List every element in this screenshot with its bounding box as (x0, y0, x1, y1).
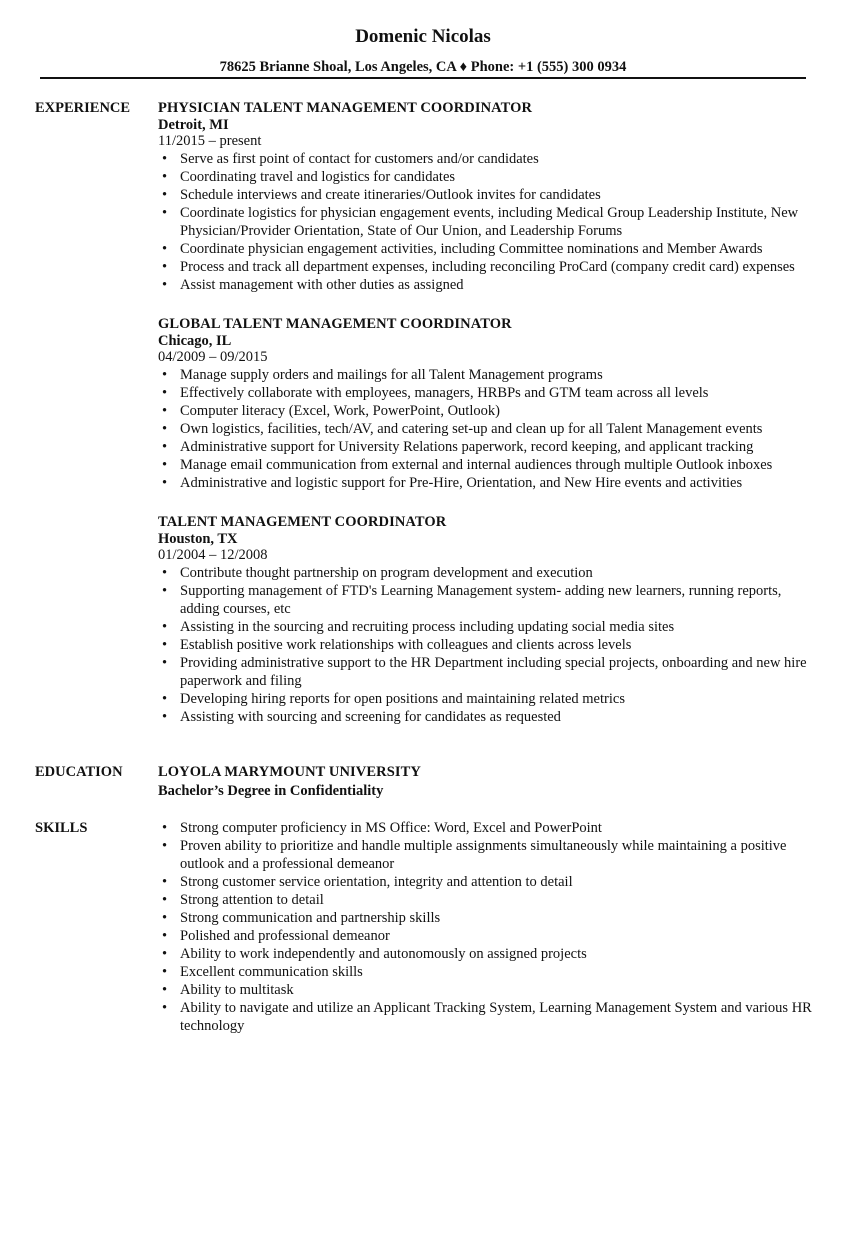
bullet-item (158, 819, 818, 837)
bullet-text: Effectively collaborate with employees, managers, HRBPs and GTM team across all levels (180, 385, 709, 401)
bullet-text: Polished and professional demeanor (180, 928, 390, 944)
bullet-item (158, 258, 818, 276)
section-title: EDUCATION (35, 764, 123, 780)
bullet-item (158, 837, 818, 873)
bullet-text: Manage email communication from external and internal audiences through multiple Outlook inboxes (180, 457, 773, 473)
bullet-dot: • (162, 169, 168, 185)
bullet-item (158, 654, 818, 690)
bullet-item (158, 999, 818, 1035)
bullet-item (158, 366, 818, 384)
bullet-text: Coordinating travel and logistics for candidates (180, 169, 456, 185)
job-location: Detroit, MI (158, 117, 229, 133)
bullet-item (158, 456, 818, 474)
bullet-text: Strong computer proficiency in MS Office: Word, Excel and PowerPoint (180, 820, 602, 836)
skills-list-wrap (158, 819, 818, 1035)
bullet-dot: • (162, 892, 168, 908)
job-location: Houston, TX (158, 531, 238, 547)
bullet-item (158, 474, 818, 492)
bullet-dot: • (162, 619, 168, 635)
bullet-dot: • (162, 259, 168, 275)
degree: Bachelor’s Degree in Confidentiality (158, 783, 384, 799)
bullet-text: Excellent communication skills (180, 964, 363, 980)
bullet-dot: • (162, 946, 168, 962)
bullet-text: Supporting management of FTD's Learning Management system- adding new learners, running reports, adding courses, etc (180, 583, 782, 617)
bullet-text: Assisting in the sourcing and recruiting process including updating social media sites (180, 619, 675, 635)
bullet-item (158, 168, 818, 186)
bullet-item (158, 981, 818, 999)
bullet-item (158, 927, 818, 945)
bullet-dot: • (162, 583, 168, 599)
bullet-dot: • (162, 439, 168, 455)
bullet-item (158, 945, 818, 963)
bullet-dot: • (162, 1000, 168, 1016)
bullet-text: Administrative and logistic support for Pre-Hire, Orientation, and New Hire events and activities (180, 475, 743, 491)
bullet-item (158, 420, 818, 438)
bullet-text: Own logistics, facilities, tech/AV, and catering set-up and clean up for all Talent Management events (180, 421, 763, 437)
bullet-text: Ability to work independently and autonomously on assigned projects (180, 946, 587, 962)
job-dates: 11/2015 – present (158, 133, 262, 149)
bullet-text: Establish positive work relationships with colleagues and clients across levels (180, 637, 632, 653)
bullet-dot: • (162, 691, 168, 707)
bullet-text: Schedule interviews and create itineraries/Outlook invites for candidates (180, 187, 601, 203)
bullet-item (158, 618, 818, 636)
bullet-text: Ability to multitask (180, 982, 294, 998)
bullet-dot: • (162, 277, 168, 293)
bullet-text: Administrative support for University Relations paperwork, record keeping, and applicant tracking (180, 439, 754, 455)
bullet-dot: • (162, 385, 168, 401)
bullet-item (158, 564, 818, 582)
bullet-text: Strong attention to detail (180, 892, 324, 908)
job-dates: 04/2009 – 09/2015 (158, 349, 268, 365)
bullet-dot: • (162, 928, 168, 944)
bullet-item (158, 891, 818, 909)
bullet-dot: • (162, 457, 168, 473)
bullet-item (158, 708, 818, 726)
bullet-item (158, 186, 818, 204)
bullet-item (158, 690, 818, 708)
bullet-item (158, 636, 818, 654)
job-bullets (158, 564, 818, 726)
bullet-item (158, 909, 818, 927)
bullet-dot: • (162, 367, 168, 383)
bullet-dot: • (162, 241, 168, 257)
job-location: Chicago, IL (158, 333, 232, 349)
contact-line: 78625 Brianne Shoal, Los Angeles, CA ♦ Phone: +1 (555) 300 0934 (219, 59, 627, 75)
bullet-dot: • (162, 421, 168, 437)
bullet-item (158, 204, 818, 240)
job-dates: 01/2004 – 12/2008 (158, 547, 268, 563)
job-title: GLOBAL TALENT MANAGEMENT COORDINATOR (158, 316, 512, 332)
section-title: EXPERIENCE (35, 100, 131, 116)
bullet-text: Assist management with other duties as assigned (180, 277, 464, 293)
section-title: SKILLS (35, 820, 88, 836)
bullet-text: Computer literacy (Excel, Work, PowerPoint, Outlook) (180, 403, 500, 419)
bullet-text: Coordinate physician engagement activities, including Committee nominations and Member Awards (180, 241, 763, 257)
bullet-item (158, 438, 818, 456)
education-entry (158, 763, 818, 801)
bullet-text: Coordinate logistics for physician engagement events, including Medical Group Leadership Institute, New Physician/Provider Orientation, State of Our Union, and Leadership Forums (180, 205, 799, 239)
bullet-dot: • (162, 637, 168, 653)
bullet-text: Ability to navigate and utilize an Applicant Tracking System, Learning Management System and various HR technology (180, 1000, 812, 1034)
bullet-text: Strong customer service orientation, integrity and attention to detail (180, 874, 573, 890)
bullet-text: Strong communication and partnership skills (180, 910, 441, 926)
bullet-item (158, 150, 818, 168)
bullet-item (158, 873, 818, 891)
bullet-dot: • (162, 820, 168, 836)
bullet-dot: • (162, 874, 168, 890)
bullet-text: Serve as first point of contact for customers and/or candidates (180, 151, 539, 167)
job-entry (158, 99, 818, 294)
bullet-text: Developing hiring reports for open positions and maintaining related metrics (180, 691, 625, 707)
bullet-text: Assisting with sourcing and screening for candidates as requested (180, 709, 561, 725)
bullet-item (158, 240, 818, 258)
job-entry (158, 315, 818, 492)
bullet-item (158, 276, 818, 294)
bullet-dot: • (162, 982, 168, 998)
candidate-name: Domenic Nicolas (355, 26, 491, 47)
bullet-dot: • (162, 475, 168, 491)
bullet-text: Manage supply orders and mailings for all Talent Management programs (180, 367, 603, 383)
bullet-dot: • (162, 709, 168, 725)
job-entry (158, 513, 818, 726)
bullet-dot: • (162, 964, 168, 980)
bullet-text: Contribute thought partnership on program development and execution (180, 565, 593, 581)
bullet-item (158, 963, 818, 981)
bullet-text: Proven ability to prioritize and handle multiple assignments simultaneously while maintaining a positive outlook and a professional demeanor (180, 838, 787, 872)
skills-list (158, 819, 818, 1035)
job-bullets (158, 150, 818, 294)
job-title: PHYSICIAN TALENT MANAGEMENT COORDINATOR (158, 100, 533, 116)
job-bullets (158, 366, 818, 492)
bullet-dot: • (162, 403, 168, 419)
bullet-dot: • (162, 655, 168, 671)
bullet-dot: • (162, 565, 168, 581)
bullet-dot: • (162, 838, 168, 854)
job-title: TALENT MANAGEMENT COORDINATOR (158, 514, 447, 530)
bullet-text: Process and track all department expenses, including reconciling ProCard (company credit card) expenses (180, 259, 795, 275)
header-divider (40, 77, 806, 79)
bullet-dot: • (162, 205, 168, 221)
bullet-dot: • (162, 910, 168, 926)
school-name: LOYOLA MARYMOUNT UNIVERSITY (158, 764, 421, 780)
experience-list (158, 99, 818, 747)
bullet-item (158, 384, 818, 402)
bullet-dot: • (162, 187, 168, 203)
bullet-item (158, 402, 818, 420)
bullet-dot: • (162, 151, 168, 167)
bullet-text: Providing administrative support to the HR Department including special projects, onboarding and new hire paperwork and filing (180, 655, 807, 689)
bullet-item (158, 582, 818, 618)
